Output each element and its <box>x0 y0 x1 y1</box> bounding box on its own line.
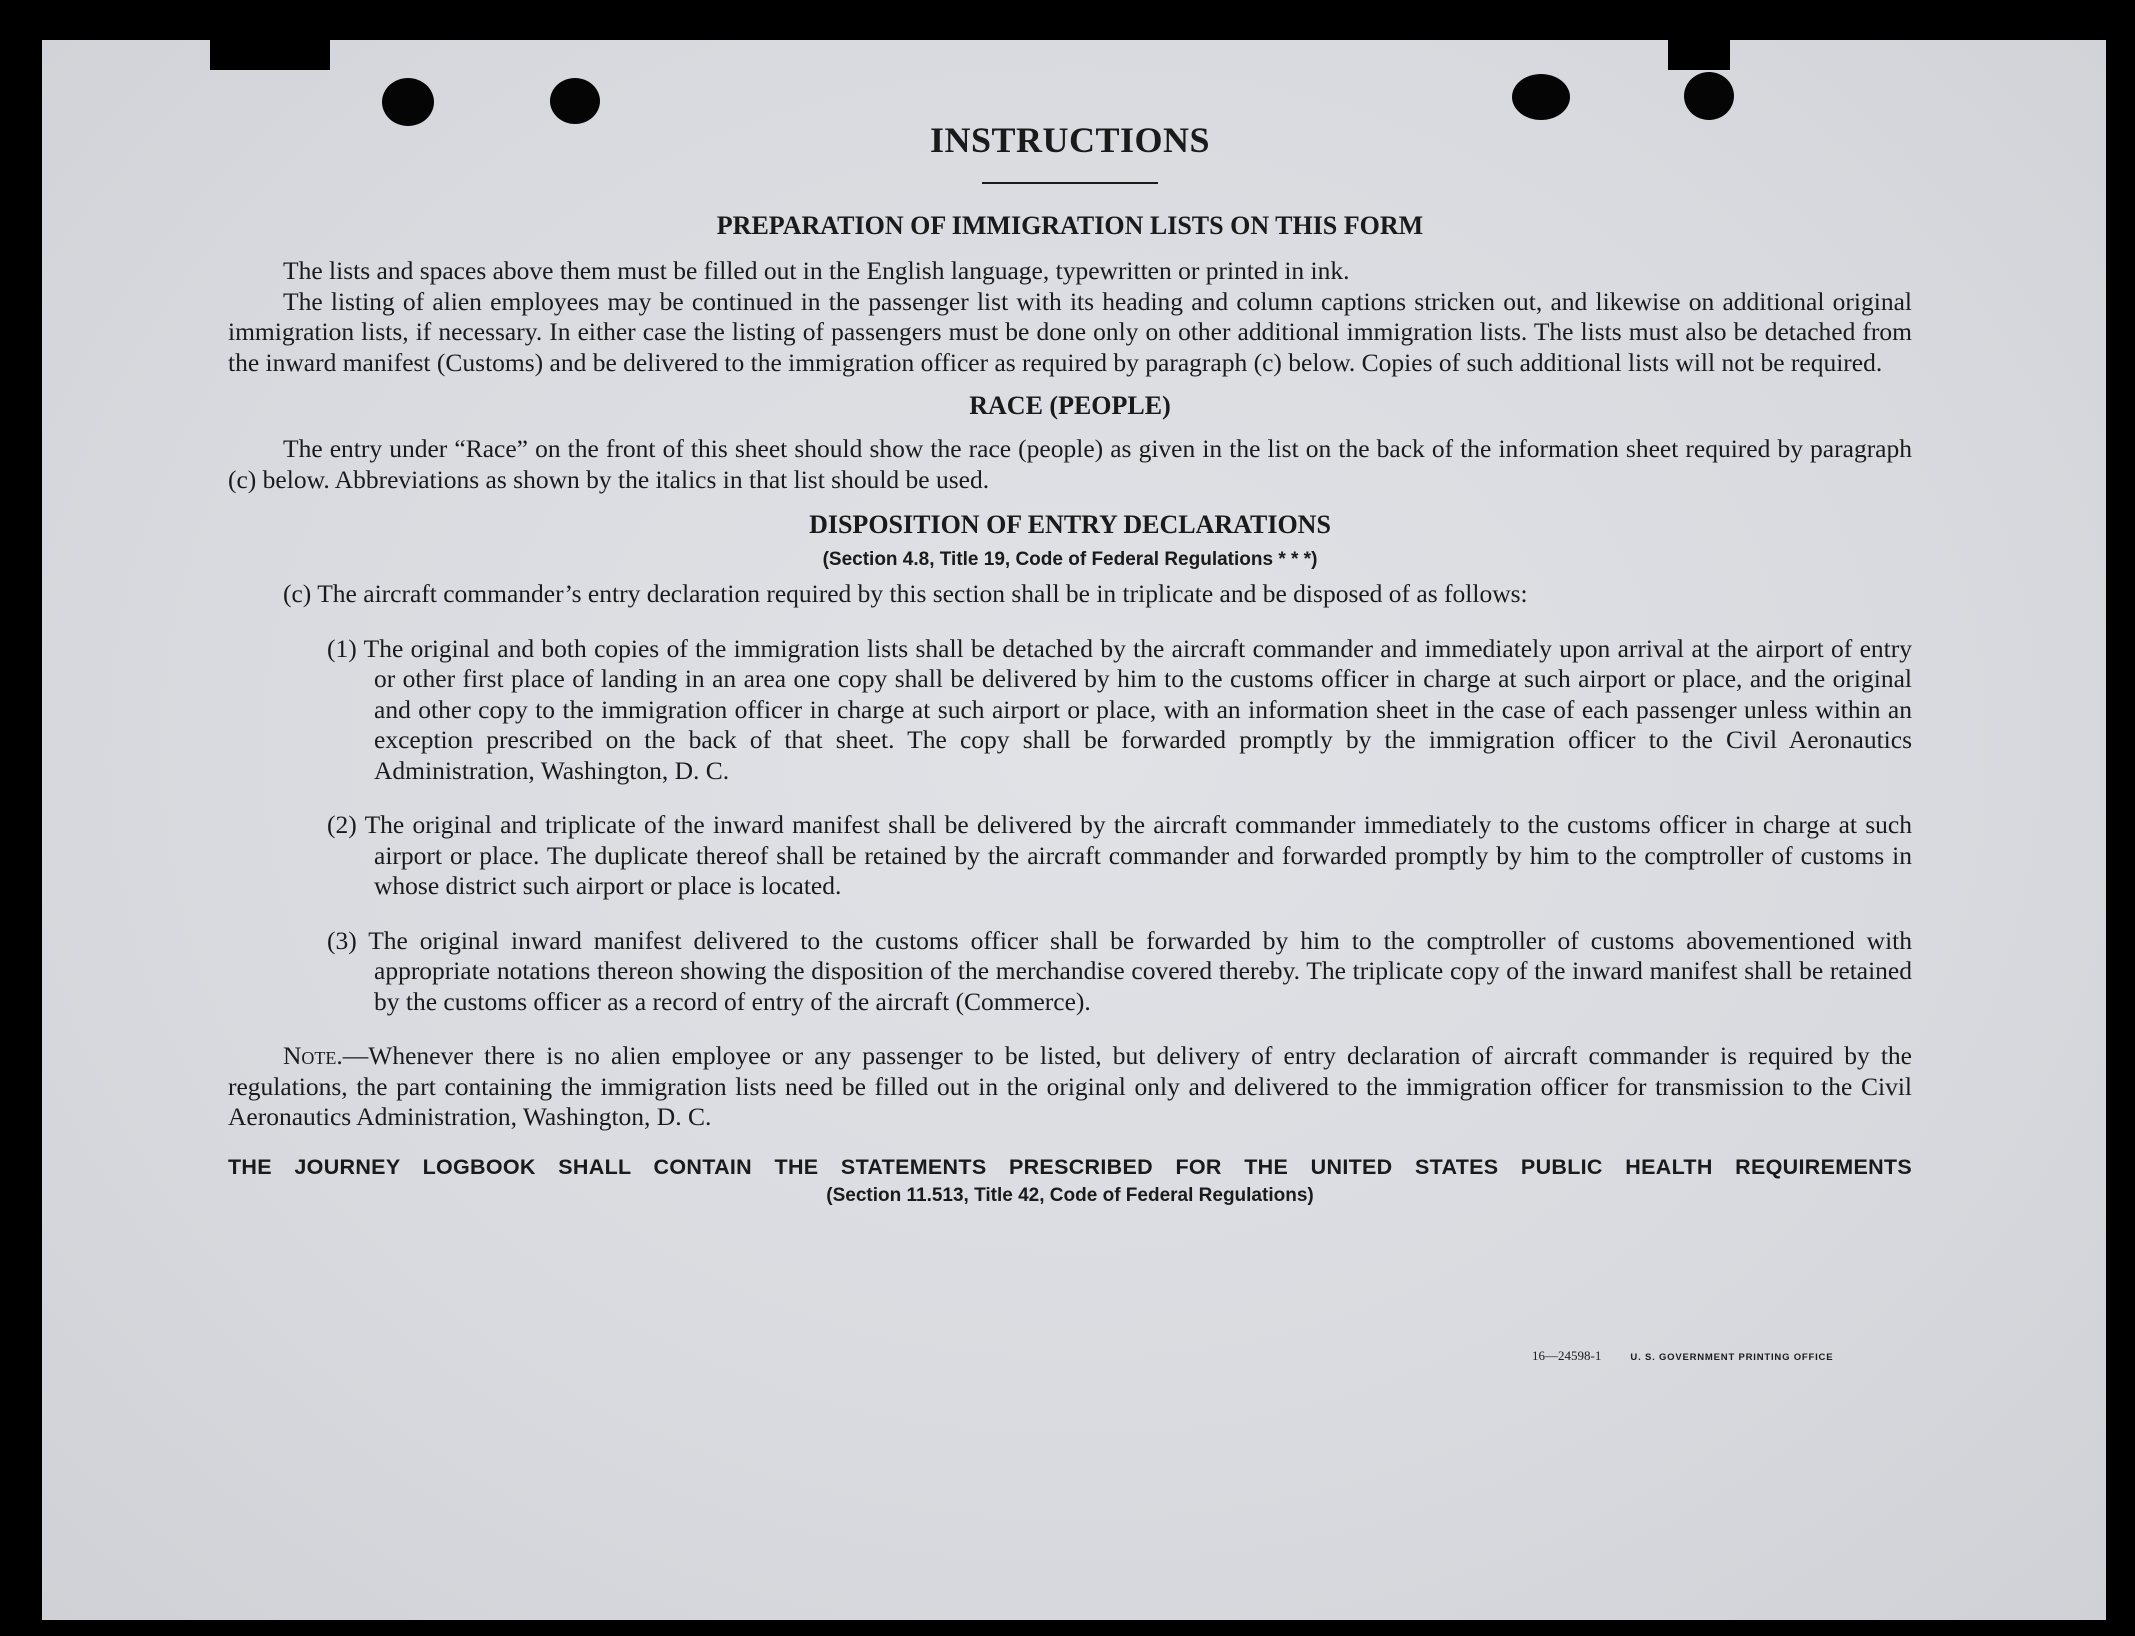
list-item-label: (2) <box>327 810 357 839</box>
paragraph-label: (c) <box>283 579 312 608</box>
paragraph-alien-employees: The listing of alien employees may be continued in the passenger list with its heading and column captions stricken out, and likewise on additional original immigration lists, if necessary. In either case the listing of passengers must be done only on other additional immigration lists. The lists must also be detached from the inward manifest (Customs) and be delivered to the immigration officer as required by paragraph (c) below. Copies of such additional lists will not be required. <box>228 286 1912 377</box>
closing-statement: THE JOURNEY LOGBOOK SHALL CONTAIN THE STATEMENTS PRESCRIBED FOR THE UNITED STATES PUBLIC HEALTH REQUIREMENTS <box>228 1154 1912 1179</box>
page-title: INSTRUCTIONS <box>929 120 1211 160</box>
title-underline <box>982 182 1158 184</box>
form-code: 16—24598-1 <box>1532 1348 1602 1363</box>
list-item <box>228 634 1912 787</box>
paragraph-race: The entry under “Race” on the front of this sheet should show the race (people) as given in the list on the back of the information sheet required by paragraph (c) below. Abbreviations as shown by the italics in that list should be used. <box>228 434 1912 494</box>
section-heading-race: RACE (PEOPLE) <box>969 391 1171 420</box>
printer-name: U. S. GOVERNMENT PRINTING OFFICE <box>1630 1352 1834 1363</box>
punch-hole <box>1684 72 1734 120</box>
printer-imprint <box>1532 1348 1833 1364</box>
note-label: Note. <box>283 1041 343 1070</box>
section-heading-disposition: DISPOSITION OF ENTRY DECLARATIONS <box>809 510 1331 539</box>
list-item-label: (3) <box>327 925 357 955</box>
binding-tab-left <box>210 40 330 70</box>
paragraph-text: The aircraft commander’s entry declaration required by this section shall be in triplicate and be disposed of as follows: <box>317 579 1528 608</box>
paragraph-entry-declaration <box>228 579 1912 610</box>
list-item-label: (1) <box>327 633 357 663</box>
punch-hole <box>1512 74 1570 120</box>
list-item <box>228 926 1912 1018</box>
note-text: —Whenever there is no alien employee or any passenger to be listed, but delivery of entry declaration of aircraft commander is required by the regulations, the part containing the immigration lists need be filled out in the original only and delivered to the immigration officer for transmission to the Civil Aeronautics Administration, Washington, D. C. <box>228 1041 1912 1131</box>
list-item-text: The original and triplicate of the inward manifest shall be delivered by the aircraft commander immediately to the customs officer in charge at such airport or place. The duplicate thereof shall be retained by the aircraft commander and forwarded promptly by him to the comptroller of customs in whose district such airport or place is located. <box>364 810 1912 900</box>
section-citation: (Section 4.8, Title 19, Code of Federal Regulations * * *) <box>822 549 1318 570</box>
instructions-body <box>228 118 1912 1209</box>
paragraph-note <box>228 1041 1912 1133</box>
binding-tab-right <box>1668 40 1730 70</box>
list-item-text: The original and both copies of the immigration lists shall be detached by the aircraft commander and immediately upon arrival at the airport of entry or other first place of landing in an area one copy shall be delivered by him to the customs officer in charge at such airport or place, and the original and other copy to the immigration officer in charge at such airport or place, with an information sheet in the case of each passenger unless within an exception prescribed on the back of that sheet. The copy shall be forwarded promptly by the immigration officer to the Civil Aeronautics Administration, Washington, D. C. <box>363 633 1912 785</box>
closing-citation: (Section 11.513, Title 42, Code of Federal Regulations) <box>826 1184 1314 1206</box>
section-heading-preparation: PREPARATION OF IMMIGRATION LISTS ON THIS FORM <box>716 211 1424 240</box>
list-item <box>228 810 1912 902</box>
list-item-text: The original inward manifest delivered to the customs officer shall be forwarded by him to the comptroller of customs abovementioned with appropriate notations thereon showing the disposition of the merchandise covered thereby. The triplicate copy of the inward manifest shall be retained by the customs officer as a record of entry of the aircraft (Commerce). <box>368 925 1912 1016</box>
paragraph-language: The lists and spaces above them must be filled out in the English language, typewritten or printed in ink. <box>283 256 1350 285</box>
